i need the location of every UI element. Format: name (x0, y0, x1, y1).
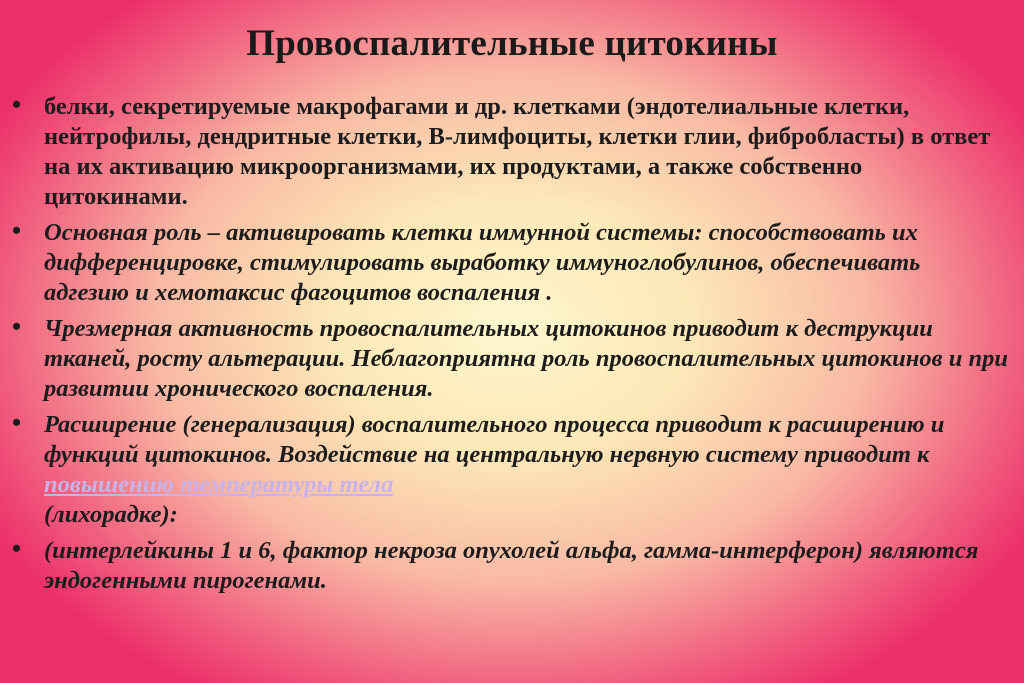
bullet-text-before-link: Расширение (генерализация) воспалительного процесса приводит к расширению и функций цитокинов. Воздействие на центральную нервную систему приводит к (44, 411, 945, 468)
bullet-item-pyrogens (10, 536, 1010, 596)
bullet-item-excess-activity (10, 314, 1010, 404)
bullet-dot-icon: • (12, 216, 22, 245)
temperature-link[interactable]: повышению температуры тела (44, 471, 394, 498)
bullet-item-main-role (10, 218, 1010, 308)
bullet-text: Чрезмерная активность провоспалительных цитокинов приводит к деструкции тканей, росту альтерации. Неблагоприятна роль провоспалительных цитокинов и при развитии хронического воспаления. (44, 315, 1008, 402)
bullet-dot-icon: • (12, 90, 22, 119)
bullet-text: белки, секретируемые макрофагами и др. клетками (эндотелиальные клетки, нейтрофилы, дендритные клетки, В-лимфоциты, клетки глии, фибробласты) в ответ на их активацию микроорганизмами, их продуктами, а также собственно цитокинами. (44, 93, 991, 210)
bullet-dot-icon: • (12, 408, 22, 437)
bullet-text-after-link: (лихорадке): (44, 501, 178, 528)
bullet-dot-icon: • (12, 312, 22, 341)
bullet-item-definition (10, 92, 1010, 212)
slide-title: Провоспалительные цитокины (246, 23, 778, 64)
bullet-item-generalization (10, 410, 1010, 530)
bullet-text: Основная роль – активировать клетки иммунной системы: способствовать их дифференцировке, стимулировать выработку иммуноглобулинов, обеспечивать адгезию и хемотаксис фагоцитов воспаления . (44, 219, 921, 306)
bullet-dot-icon: • (12, 534, 22, 563)
bullet-text (44, 411, 944, 528)
bullet-list (10, 92, 1010, 602)
bullet-text: (интерлейкины 1 и 6, фактор некроза опухолей альфа, гамма-интерферон) являются эндогенными пирогенами. (44, 537, 979, 594)
